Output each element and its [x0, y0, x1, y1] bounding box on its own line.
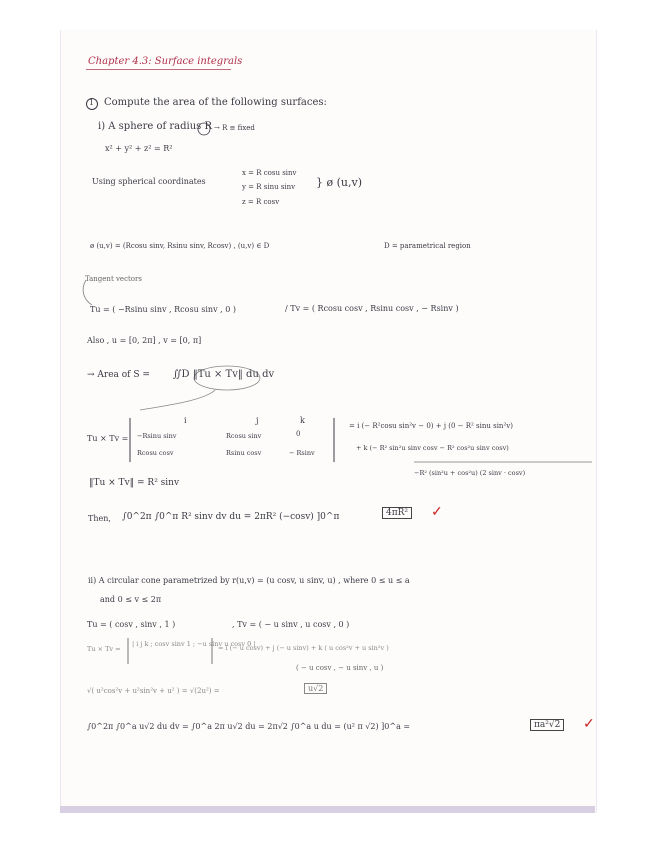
- cone-area-answer: πa²√2: [530, 719, 564, 731]
- part-i-note: → R ≡ fixed: [214, 124, 255, 132]
- part-ii-label: ii) A circular cone parametrized by r(u,v) = (u cosv, u sinv, u) , where 0 ≤ u ≤ a: [88, 576, 410, 585]
- cone-cross-result-2: ( − u cosv , − u sinv , u ): [296, 664, 384, 672]
- cross-result-3: −R² (sin²u + cos²u) (2 sinv · cosv): [414, 469, 526, 477]
- tu-vector: Tu = ( −Rsinu sinv , Rcosu sinv , 0 ): [90, 305, 236, 314]
- y-equation: y = R sinu sinv: [242, 183, 296, 191]
- x-equation: x = R cosu sinv: [242, 169, 297, 177]
- tv-vector: / Tv = ( Rcosu cosv , Rsinu cosv , − Rsinv ): [285, 304, 459, 313]
- cone-cross-result-1: = i (− u cosv) + j (− u sinv) + k ( u cos²v + u sin²v ): [218, 644, 389, 652]
- problem-prompt: Compute the area of the following surfaces:: [104, 97, 327, 108]
- area-label: → Area of S =: [87, 370, 150, 380]
- then-label: Then,: [88, 514, 111, 523]
- page-title: Chapter 4.3: Surface integrals: [88, 56, 243, 67]
- cone-cross-det: | i j k ; cosv sinv 1 ; −u sinv u cosv 0 |: [132, 640, 256, 648]
- cone-tu-vector: Tu = ( cosv , sinv , 1 ): [87, 620, 176, 629]
- det-row3-a: Rcosu cosv: [137, 449, 174, 457]
- cross-i: i: [184, 416, 187, 425]
- part-ii-range: and 0 ≤ v ≤ 2π: [100, 595, 162, 604]
- z-equation: z = R cosv: [242, 198, 280, 206]
- part-i-label: i) A sphere of radius R: [98, 121, 212, 132]
- coords-label: Using spherical coordinates: [92, 177, 206, 186]
- sphere-equation: x² + y² + z² = R²: [105, 144, 173, 153]
- check-mark-icon: ✓: [431, 504, 443, 520]
- sphere-area-answer: 4πR²: [382, 507, 412, 519]
- check-mark-icon-2: ✓: [583, 716, 595, 732]
- cross-k: k: [300, 416, 305, 425]
- cone-norm: √( u²cos²v + u²sin²v + u² ) = √(2u²) =: [87, 687, 220, 695]
- cross-label: Tu × Tv =: [87, 434, 129, 443]
- norm-result: ‖Tu × Tv‖ = R² sinv: [89, 478, 180, 488]
- phi-definition: ø (u,v) = (Rcosu sinv, Rsinu sinv, Rcosv) , (u,v) ∈ D: [90, 242, 270, 250]
- tangent-label: Tangent vectors: [85, 275, 142, 283]
- cross-j: j: [256, 416, 259, 425]
- cone-norm-answer: u√2: [304, 683, 327, 694]
- cone-final-integral: ∫0^2π ∫0^a u√2 du dv = ∫0^a 2π u√2 du = 2π√2 ∫0^a u du = (u² π √2) ]0^a =: [87, 722, 411, 731]
- det-row3-b: Rsinu cosv: [226, 449, 262, 457]
- det-row2-a: −Rsinu sinv: [137, 432, 177, 440]
- det-row2-b: Rcosu sinv: [226, 432, 262, 440]
- problem-number: 1: [89, 98, 95, 107]
- param-map: } ø (u,v): [316, 176, 362, 189]
- then-integral: ∫0^2π ∫0^π R² sinv dv du = 2πR² (−cosv) ]0^π: [122, 512, 340, 522]
- cross-result-2: + k (− R² sin²u sinv cosv − R² cos²u sinv cosv): [356, 444, 509, 452]
- area-integral: ∬D ‖Tu × Tv‖ du dv: [173, 369, 275, 380]
- title-underline: [86, 69, 231, 70]
- det-row2-c: 0: [296, 430, 301, 438]
- cone-tv-vector: , Tv = ( − u sinv , u cosv , 0 ): [232, 620, 350, 629]
- cone-cross-label: Tu × Tv =: [87, 645, 121, 653]
- cross-result-1: = i (− R²cosu sin²v − 0) + j (0 − R² sinu sin²v): [349, 422, 513, 430]
- domain-note: D = parametrical region: [384, 242, 471, 250]
- det-row3-c: − Rsinv: [289, 449, 315, 457]
- parameter-ranges: Also , u = [0, 2π] , v = [0, π]: [87, 336, 202, 345]
